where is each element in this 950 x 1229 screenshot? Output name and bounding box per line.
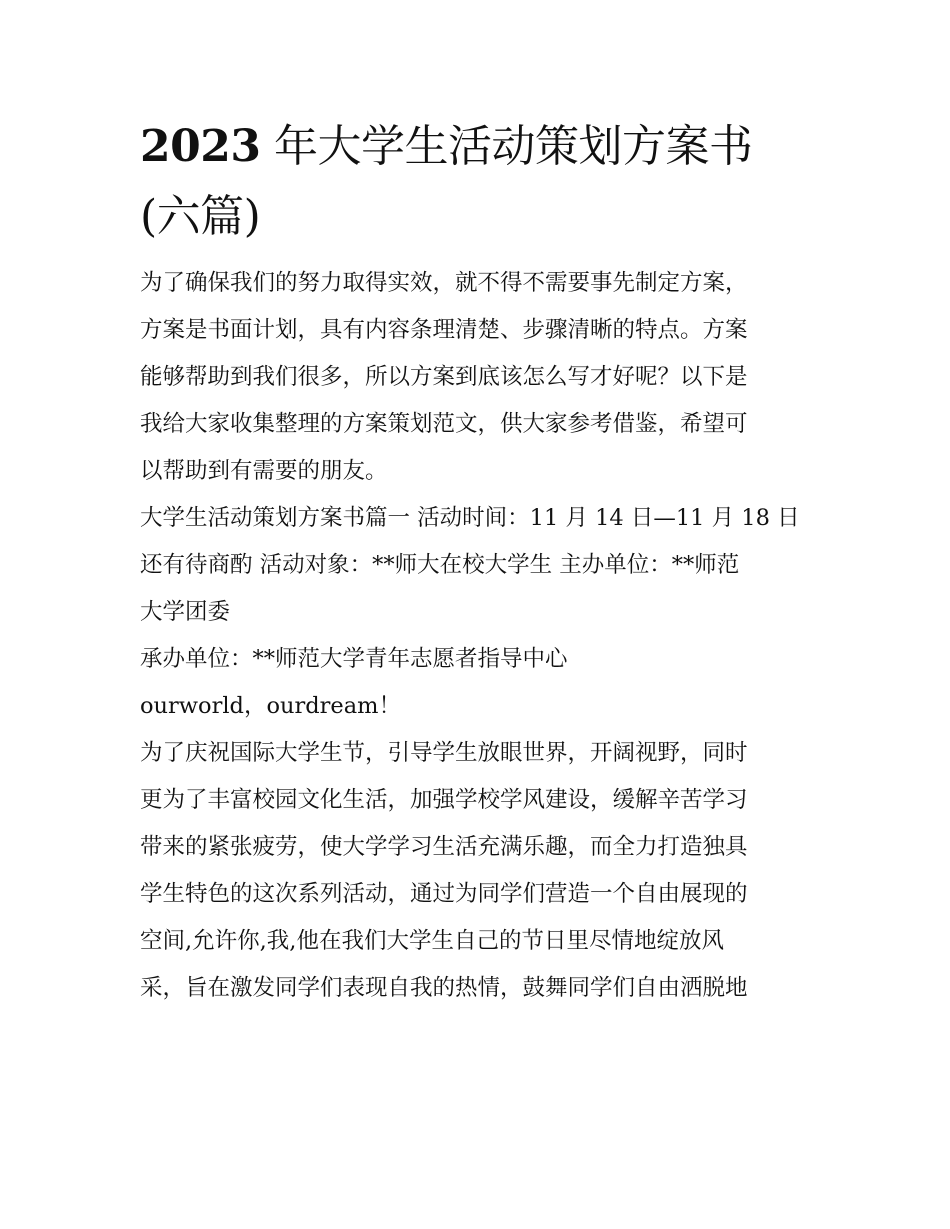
- text-line: 能够帮助到我们很多，所以方案到底该怎么写才好呢？以下是: [140, 364, 748, 390]
- title-line-1: [140, 112, 812, 182]
- text-line: 带来的紧张疲劳，使大学学习生活充满乐趣，而全力打造独具: [140, 834, 748, 860]
- text-line: ourworld，ourdream！: [140, 693, 401, 719]
- activity-info-paragraph: [140, 495, 812, 636]
- text-line: 采，旨在激发同学们表现自我的热情，鼓舞同学们自由洒脱地: [140, 975, 748, 1001]
- text-line: 大学团委: [140, 599, 231, 625]
- document-page: [140, 112, 812, 1012]
- text-line: 承办单位：**师范大学青年志愿者指导中心: [140, 646, 568, 672]
- document-title: [140, 112, 812, 252]
- text-line: 空间,允许你,我,他在我们大学生自己的节日里尽情地绽放风: [140, 928, 724, 954]
- slogan-paragraph: [140, 683, 812, 730]
- intro-paragraph: [140, 260, 812, 495]
- purpose-paragraph: [140, 730, 812, 1012]
- text-line: 还有待商酌 活动对象：**师大在校大学生 主办单位：**师范: [140, 552, 740, 578]
- title-line-2: (六篇): [140, 191, 261, 242]
- text-line: 学生特色的这次系列活动，通过为同学们营造一个自由展现的: [140, 881, 748, 907]
- text-line: 为了庆祝国际大学生节，引导学生放眼世界，开阔视野，同时: [140, 740, 748, 766]
- text-line: 以帮助到有需要的朋友。: [140, 458, 388, 484]
- title-text: 年大学生活动策划方案书: [260, 121, 753, 172]
- text-line: 为了确保我们的努力取得实效，就不得不需要事先制定方案，: [140, 270, 748, 296]
- text-line: 更为了丰富校园文化生活，加强学校学风建设，缓解辛苦学习: [140, 787, 748, 813]
- title-year: 2023: [140, 121, 261, 172]
- text-line: 大学生活动策划方案书篇一 活动时间：11 月 14 日—11 月 18 日: [140, 505, 800, 531]
- text-line: 我给大家收集整理的方案策划范文，供大家参考借鉴，希望可: [140, 411, 748, 437]
- text-line: 方案是书面计划，具有内容条理清楚、步骤清晰的特点。方案: [140, 317, 748, 343]
- organizer-paragraph: [140, 636, 812, 683]
